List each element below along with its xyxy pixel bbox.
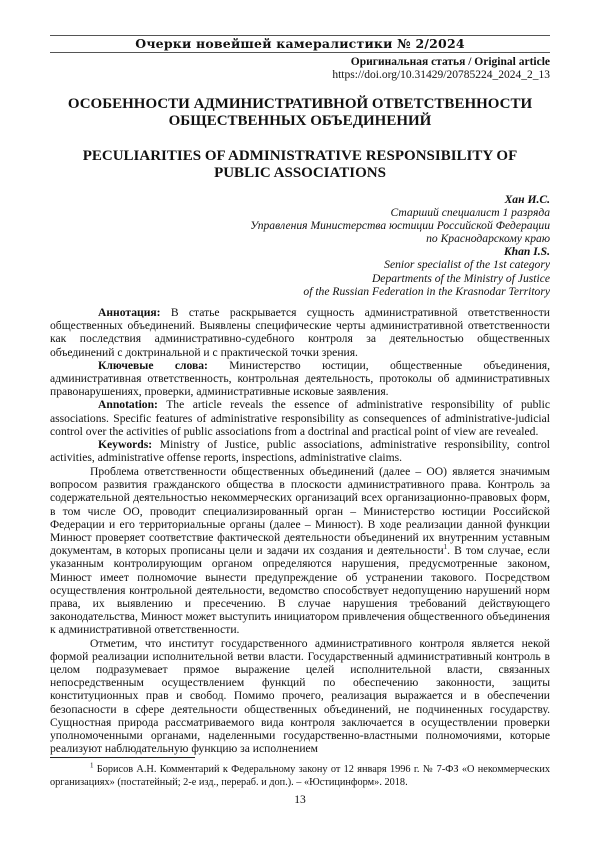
journal-header: Очерки новейшей камералистики № 2/2024 [50, 35, 550, 53]
footnote-divider [50, 757, 195, 758]
body-text [50, 465, 550, 755]
abstract-en-label: Annotation: [98, 398, 158, 411]
article-type: Оригинальная статья / Original article [50, 56, 550, 69]
article-meta [50, 56, 550, 82]
keywords-ru-label: Ключевые слова: [98, 359, 208, 372]
title-ru-line: ОБЩЕСТВЕННЫХ ОБЪЕДИНЕНИЙ [50, 113, 550, 130]
footnote-ref[interactable]: 1 [444, 543, 448, 551]
keywords-en-label: Keywords: [98, 438, 152, 451]
title-en-line: PECULIARITIES OF ADMINISTRATIVE RESPONSIBILITY OF [50, 148, 550, 165]
abstract-ru [50, 306, 550, 359]
body-text-span: . В том случае, если указанным контролирующим органом определяются нарушения, предусмотренные законом, Минюст имеет полномочие вынести предупреждение об устранении такового. Посредством осуществления контрольной деятельности, ведомство способствует недопущению нарушений норм права, их выявлению и пресечению. В случае нарушения требований действующего законодательства, Минюст может выступить инициатором привлечения общественного объединения к административной ответственности. [50, 544, 550, 636]
keywords-ru-text: Министерство юстиции, общественные объединения, административная ответственность, контрольная деятельность, протоколы об административных правонарушениях, проверки, административные исковые заявления. [50, 359, 550, 398]
title-ru-line: ОСОБЕННОСТИ АДМИНИСТРАТИВНОЙ ОТВЕТСТВЕННОСТИ [50, 96, 550, 113]
title-en-line: PUBLIC ASSOCIATIONS [50, 165, 550, 182]
footnote-mark: 1 [90, 762, 94, 770]
affiliation-en: Departments of the Ministry of Justice [50, 272, 550, 285]
affiliation-ru: по Краснодарскому краю [50, 232, 550, 245]
body-paragraph: Отметим, что институт государственного административного контроля является некой формой реализации исполнительной ветви власти. Государственный административный контроль в целом подразумевает прямое выражение целей исполнительной власти, связанных непосредственным осуществлением функций по обеспечению законности, защиты конституционных прав и свобод. Помимо прочего, реализация выражается и в обеспечении безопасности в сфере деятельности общественных объединений, не подчиненных государству. Сущностная природа рассматриваемого вида контроля заключается в осуществлении проверки уполномоченными органами, наделенными государственно-властными полномочиями, которые реализуют наблюдательную функцию за исполнением [50, 637, 550, 756]
affiliation-en: of the Russian Federation in the Krasnodar Territory [50, 285, 550, 298]
body-paragraph [50, 465, 550, 637]
abstract-en [50, 398, 550, 438]
body-text-span: Проблема ответственности общественных объединений (далее – ОО) является значимым вопросом развития гражданского общества в плоскости административного права. Контроль за содержательной деятельностью некоммерческих организаций всех организационно-правовых форм, в том числе ОО, проводит специализированный орган – Министерство юстиции Российской Федерации и его территориальные органы (далее – Минюст). В ходе реализации данной функции Минюст проверяет соответствие фактической деятельности объединений их внутренним уставным документам, в которых прописаны цели и задачи их создания и деятельности [50, 465, 550, 557]
keywords-ru [50, 359, 550, 399]
author-name-en: Khan I.S. [50, 245, 550, 258]
affiliation-en: Senior specialist of the 1st category [50, 258, 550, 271]
footnote-body: Борисов А.Н. Комментарий к Федеральному закону от 12 января 1996 г. № 7-ФЗ «О некоммерческих организациях» (постатейный; 2-е изд., перераб. и доп.). – «Юстицинформ». 2018. [50, 764, 550, 788]
abstract-en-text: The article reveals the essence of administrative responsibility of public associations. Specific features of administrative responsibility as consequences of administrative-judicial control over the activities of public associations from a doctrinal and practical point of view are revealed. [50, 398, 550, 437]
keywords-en-text: Ministry of Justice, public associations, administrative responsibility, control activities, administrative offense reports, inspections, administrative claims. [50, 438, 550, 464]
doi-link[interactable]: https://doi.org/10.31429/20785224_2024_2_13 [50, 69, 550, 82]
affiliation-ru: Управления Министерства юстиции Российской Федерации [50, 219, 550, 232]
abstract-ru-text: В статье раскрывается сущность административной ответственности общественных объединений. Выявлены специфические черты административной ответственности как последствия административно-судебного контроля за деятельностью общественных объединений с доктринальной и с практической точки зрения. [50, 306, 550, 359]
title-ru [50, 96, 550, 129]
author-name-ru: Хан И.С. [50, 193, 550, 206]
affiliation-ru: Старший специалист 1 разряда [50, 206, 550, 219]
abstract-ru-label: Аннотация: [98, 306, 161, 319]
page-number: 13 [0, 793, 600, 806]
keywords-en [50, 438, 550, 464]
title-en [50, 148, 550, 181]
footnote-text [50, 764, 550, 789]
footnote [50, 764, 550, 789]
abstract-section [50, 306, 550, 464]
author-block [50, 193, 550, 298]
